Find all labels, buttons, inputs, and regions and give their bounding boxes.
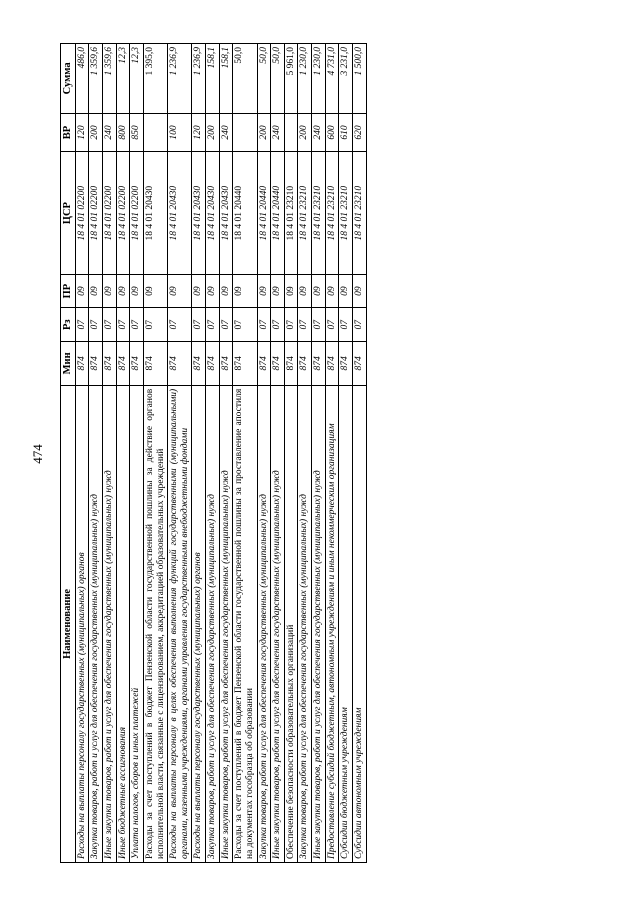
cell-name: Субсидии бюджетным учреждениям: [339, 385, 353, 862]
cell-name: Обеспечение безопасности образовательных организаций: [284, 385, 298, 862]
cell-sum: 1 236,9: [192, 43, 206, 113]
table-row: [168, 43, 192, 862]
cell-pr: 09: [271, 274, 285, 308]
cell-sum: 158,1: [219, 43, 233, 113]
cell-csr: 18 4 01 20430: [192, 151, 206, 274]
table-row: [271, 43, 285, 862]
cell-pr: 09: [130, 274, 144, 308]
cell-rz: 07: [192, 307, 206, 341]
cell-min: 874: [168, 341, 192, 385]
cell-vr: 200: [298, 113, 312, 152]
cell-vr: 240: [103, 113, 117, 152]
cell-name: Иные закупки товаров, работ и услуг для обеспечения государственных (муниципальных) нужд: [103, 385, 117, 862]
cell-csr: 18 4 01 20430: [143, 151, 167, 274]
cell-vr: 200: [257, 113, 271, 152]
cell-min: 874: [143, 341, 167, 385]
cell-sum: 1 395,0: [143, 43, 167, 113]
cell-name: Иные закупки товаров, работ и услуг для обеспечения государственных (муниципальных) нужд: [312, 385, 326, 862]
cell-vr: [143, 113, 167, 152]
table-header-row: [61, 43, 76, 862]
cell-rz: 07: [352, 307, 366, 341]
page-number: 474: [29, 444, 45, 464]
header-pr: ПР: [61, 274, 76, 308]
cell-rz: 07: [271, 307, 285, 341]
cell-pr: 09: [257, 274, 271, 308]
cell-sum: 50,0: [257, 43, 271, 113]
budget-sheet: [60, 43, 580, 863]
cell-min: 874: [89, 341, 103, 385]
cell-min: 874: [192, 341, 206, 385]
cell-csr: 18 4 01 02200: [130, 151, 144, 274]
cell-min: 874: [257, 341, 271, 385]
table-row: [206, 43, 220, 862]
cell-pr: 09: [192, 274, 206, 308]
cell-name: Расходы за счет поступлений в бюджет Пензенской области государственной пошлины за действие органов исполнительной власти, связанные с лицензированием, аккредитацией образовательных учреждений: [143, 385, 167, 862]
cell-vr: 120: [75, 113, 89, 152]
cell-csr: 18 4 01 23210: [352, 151, 366, 274]
cell-sum: 1 359,6: [103, 43, 117, 113]
cell-rz: 07: [219, 307, 233, 341]
cell-min: 874: [233, 341, 257, 385]
cell-min: 874: [116, 341, 130, 385]
cell-min: 874: [271, 341, 285, 385]
cell-pr: 09: [89, 274, 103, 308]
cell-sum: 3 231,0: [339, 43, 353, 113]
cell-min: 874: [130, 341, 144, 385]
cell-name: Уплата налогов, сборов и иных платежей: [130, 385, 144, 862]
header-csr: ЦСР: [61, 151, 76, 274]
cell-csr: 18 4 01 20430: [206, 151, 220, 274]
cell-rz: 07: [312, 307, 326, 341]
cell-sum: 158,1: [206, 43, 220, 113]
table-row: [116, 43, 130, 862]
cell-vr: 200: [206, 113, 220, 152]
cell-csr: 18 4 01 20440: [233, 151, 257, 274]
cell-vr: 120: [192, 113, 206, 152]
table-row: [257, 43, 271, 862]
cell-min: 874: [325, 341, 339, 385]
cell-sum: 1 230,0: [298, 43, 312, 113]
cell-min: 874: [284, 341, 298, 385]
budget-table: [60, 43, 367, 863]
cell-csr: 18 4 01 02200: [89, 151, 103, 274]
cell-rz: 07: [206, 307, 220, 341]
cell-vr: 610: [339, 113, 353, 152]
cell-min: 874: [312, 341, 326, 385]
cell-sum: 12,3: [130, 43, 144, 113]
cell-vr: [284, 113, 298, 152]
cell-rz: 07: [298, 307, 312, 341]
cell-name: Закупка товаров, работ и услуг для обеспечения государственных (муниципальных) нужд: [206, 385, 220, 862]
cell-name: Иные бюджетные ассигнования: [116, 385, 130, 862]
cell-pr: 09: [352, 274, 366, 308]
cell-vr: 200: [89, 113, 103, 152]
cell-min: 874: [219, 341, 233, 385]
header-sum: Сумма: [61, 43, 76, 113]
cell-vr: 240: [312, 113, 326, 152]
table-row: [298, 43, 312, 862]
cell-rz: 07: [339, 307, 353, 341]
cell-sum: 1 500,0: [352, 43, 366, 113]
table-row: [352, 43, 366, 862]
table-row: [89, 43, 103, 862]
cell-rz: 07: [143, 307, 167, 341]
cell-name: Закупка товаров, работ и услуг для обеспечения государственных (муниципальных) нужд: [89, 385, 103, 862]
table-body: [75, 43, 366, 862]
cell-rz: 07: [130, 307, 144, 341]
cell-vr: 850: [130, 113, 144, 152]
cell-rz: 07: [257, 307, 271, 341]
cell-sum: 4 731,0: [325, 43, 339, 113]
cell-pr: 09: [219, 274, 233, 308]
cell-sum: 50,0: [271, 43, 285, 113]
cell-name: Субсидии автономным учреждениям: [352, 385, 366, 862]
cell-sum: 1 236,9: [168, 43, 192, 113]
table-row: [130, 43, 144, 862]
cell-csr: 18 4 01 20440: [257, 151, 271, 274]
cell-sum: 1 230,0: [312, 43, 326, 113]
cell-name: Расходы на выплаты персоналу государственных (муниципальных) органов: [192, 385, 206, 862]
cell-vr: 600: [325, 113, 339, 152]
cell-pr: 09: [143, 274, 167, 308]
cell-min: 874: [206, 341, 220, 385]
cell-min: 874: [75, 341, 89, 385]
cell-sum: 5 961,0: [284, 43, 298, 113]
cell-rz: 07: [116, 307, 130, 341]
table-row: [219, 43, 233, 862]
cell-csr: 18 4 01 23210: [298, 151, 312, 274]
table-row: [233, 43, 257, 862]
cell-pr: 09: [312, 274, 326, 308]
cell-sum: 486,0: [75, 43, 89, 113]
cell-name: Иные закупки товаров, работ и услуг для обеспечения государственных (муниципальных) нужд: [271, 385, 285, 862]
cell-csr: 18 4 01 23210: [339, 151, 353, 274]
cell-rz: 07: [233, 307, 257, 341]
table-row: [192, 43, 206, 862]
cell-name: Иные закупки товаров, работ и услуг для обеспечения государственных (муниципальных) нужд: [219, 385, 233, 862]
cell-pr: 09: [168, 274, 192, 308]
cell-pr: 09: [103, 274, 117, 308]
cell-rz: 07: [284, 307, 298, 341]
cell-csr: 18 4 01 02200: [116, 151, 130, 274]
table-row: [284, 43, 298, 862]
header-min: Мин: [61, 341, 76, 385]
cell-pr: 09: [298, 274, 312, 308]
cell-pr: 09: [233, 274, 257, 308]
cell-vr: 800: [116, 113, 130, 152]
cell-csr: 18 4 01 23210: [325, 151, 339, 274]
cell-rz: 07: [75, 307, 89, 341]
header-name: Наименование: [61, 385, 76, 862]
cell-sum: 12,3: [116, 43, 130, 113]
header-rz: Рз: [61, 307, 76, 341]
cell-vr: 100: [168, 113, 192, 152]
cell-pr: 09: [325, 274, 339, 308]
cell-csr: 18 4 01 02200: [75, 151, 89, 274]
cell-sum: 1 359,6: [89, 43, 103, 113]
cell-min: 874: [298, 341, 312, 385]
table-row: [312, 43, 326, 862]
cell-min: 874: [103, 341, 117, 385]
cell-csr: 18 4 01 23210: [284, 151, 298, 274]
cell-min: 874: [339, 341, 353, 385]
cell-rz: 07: [89, 307, 103, 341]
cell-vr: 620: [352, 113, 366, 152]
cell-name: Закупка товаров, работ и услуг для обеспечения государственных (муниципальных) нужд: [298, 385, 312, 862]
header-vr: ВР: [61, 113, 76, 152]
cell-vr: [233, 113, 257, 152]
cell-csr: 18 4 01 02200: [103, 151, 117, 274]
cell-csr: 18 4 01 20430: [168, 151, 192, 274]
cell-name: Расходы за счет поступлений в бюджет Пензенской области государственной пошлины за проставление апостиля на документах гособразца об образовании: [233, 385, 257, 862]
cell-pr: 09: [206, 274, 220, 308]
table-row: [143, 43, 167, 862]
cell-pr: 09: [116, 274, 130, 308]
cell-pr: 09: [75, 274, 89, 308]
cell-vr: 240: [219, 113, 233, 152]
cell-pr: 09: [284, 274, 298, 308]
cell-name: Расходы на выплаты персоналу в целях обеспечения выполнения функций государственными (муниципальными) органами, казенными учреждениями, органами управления государственными внебюджетными фондами: [168, 385, 192, 862]
cell-csr: 18 4 01 20430: [219, 151, 233, 274]
cell-rz: 07: [103, 307, 117, 341]
cell-csr: 18 4 01 20440: [271, 151, 285, 274]
table-row: [325, 43, 339, 862]
cell-csr: 18 4 01 23210: [312, 151, 326, 274]
cell-vr: 240: [271, 113, 285, 152]
cell-pr: 09: [339, 274, 353, 308]
table-row: [75, 43, 89, 862]
cell-rz: 07: [325, 307, 339, 341]
table-row: [103, 43, 117, 862]
table-row: [339, 43, 353, 862]
cell-name: Закупка товаров, работ и услуг для обеспечения государственных (муниципальных) нужд: [257, 385, 271, 862]
cell-min: 874: [352, 341, 366, 385]
cell-name: Расходы на выплаты персоналу государственных (муниципальных) органов: [75, 385, 89, 862]
cell-name: Предоставление субсидий бюджетным, автономным учреждениям и иным некоммерческим организациям: [325, 385, 339, 862]
cell-rz: 07: [168, 307, 192, 341]
cell-sum: 50,0: [233, 43, 257, 113]
